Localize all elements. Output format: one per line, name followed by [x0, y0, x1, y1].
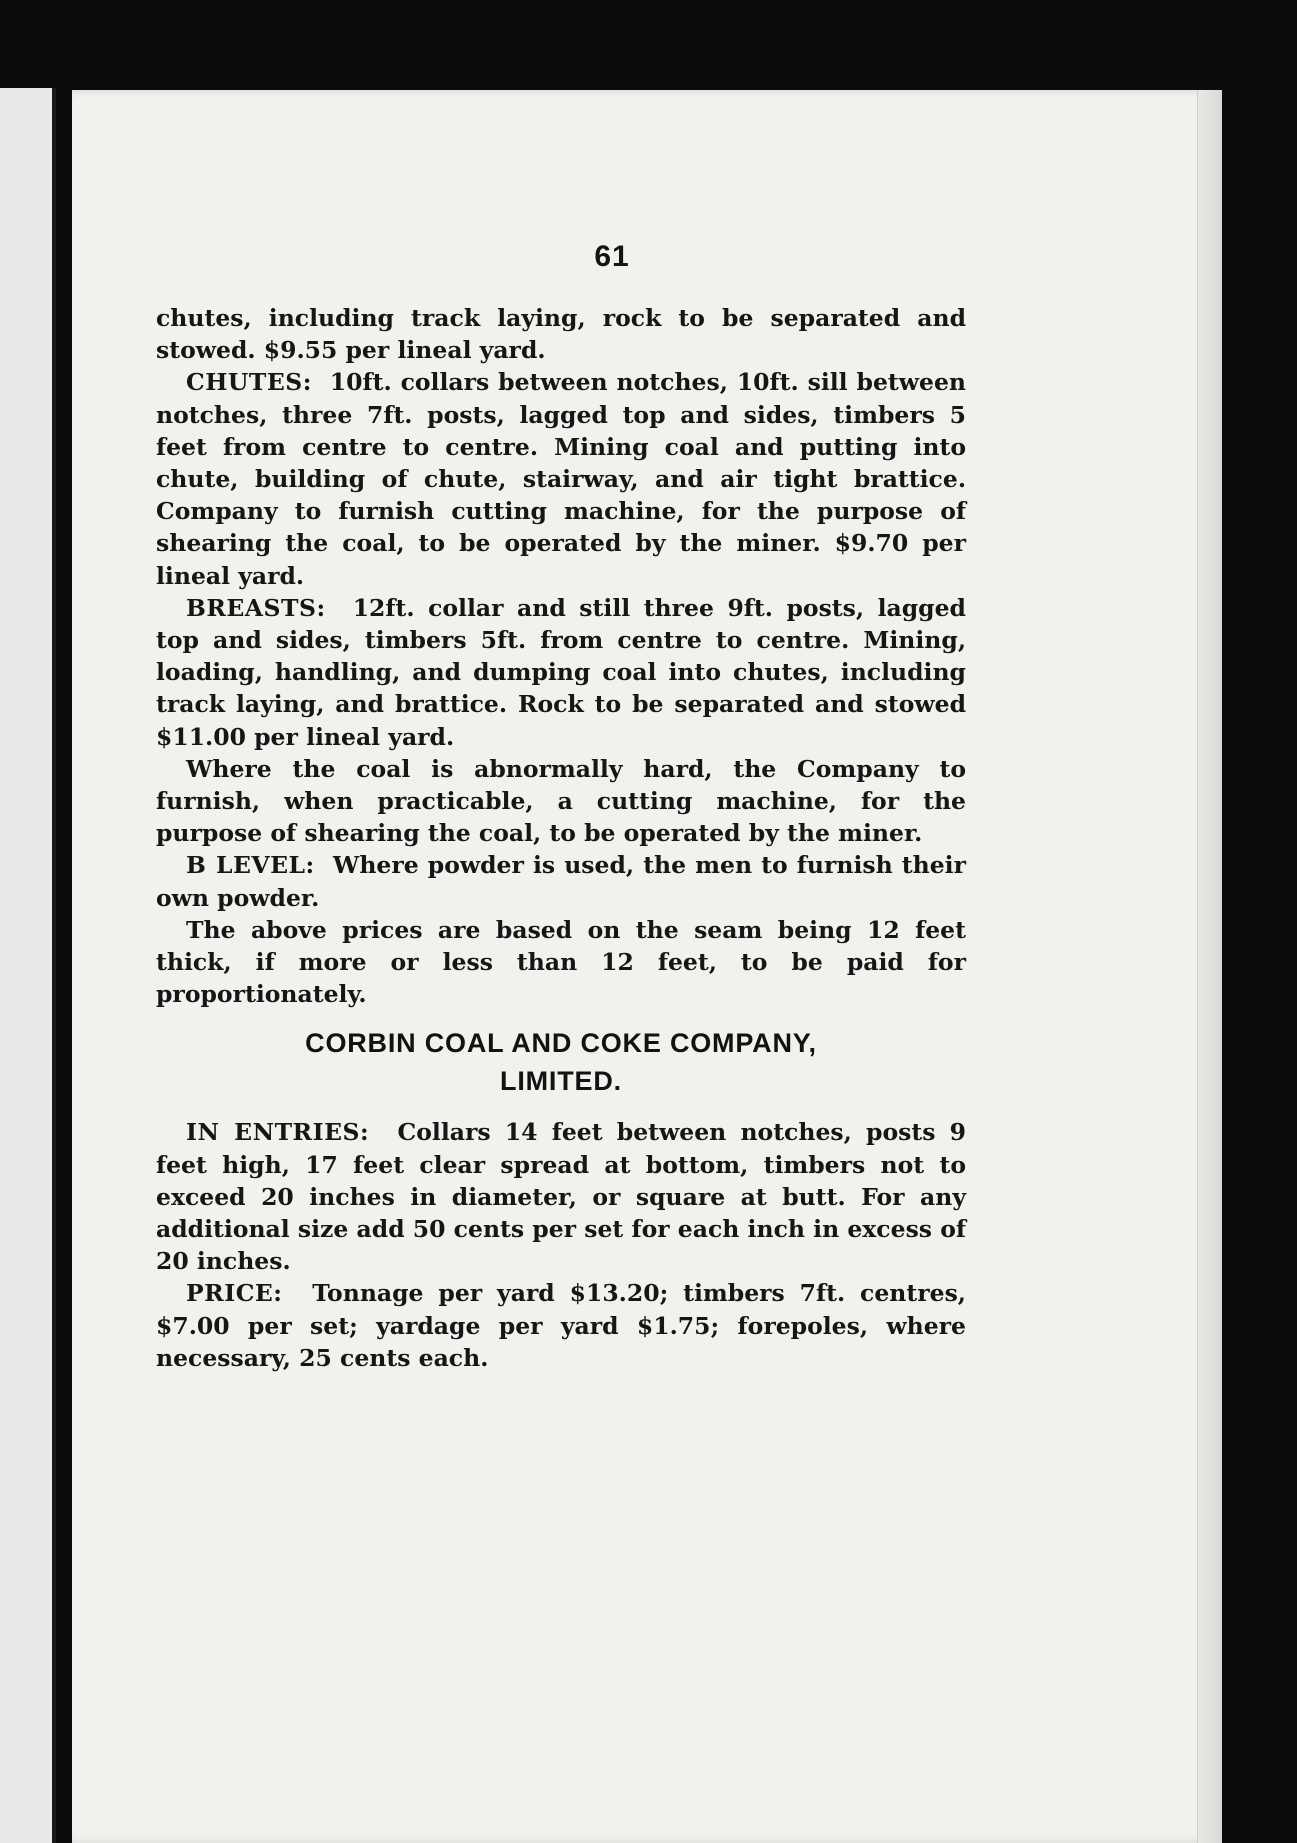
- paragraph-b-level: [156, 849, 966, 913]
- page-number: 61: [594, 240, 630, 273]
- lead-in-entries: IN ENTRIES:: [186, 1118, 370, 1147]
- paragraph-breasts: [156, 592, 966, 753]
- paragraph-in-entries-text: Collars 14 feet between notches, posts 9 feet high, 17 feet clear spread at bottom, timbers not to exceed 20 inches in diameter, or square at butt. For any additional size add 50 cents per set for each inch in excess of 20 inches.: [156, 1118, 966, 1276]
- section-heading: [156, 1024, 966, 1100]
- lead-b-level: B LEVEL:: [186, 851, 315, 880]
- section-heading-line1: CORBIN COAL AND COKE COMPANY,: [305, 1028, 817, 1059]
- lead-price: PRICE:: [186, 1279, 283, 1308]
- facing-page-edge: [0, 88, 56, 1843]
- paragraph-chutes-text: 10ft. collars between notches, 10ft. sill between notches, three 7ft. posts, lagged top and sides, timbers 5 feet from centre to centre. Mining coal and putting into chute, building of chute, stairway, and air tight brattice. Company to furnish cutting machine, for the purpose of shearing the coal, to be operated by the miner. $9.70 per lineal yard.: [156, 368, 966, 590]
- paragraph-prices-basis: The above prices are based on the seam being 12 feet thick, if more or less than 12 feet, to be paid for proportionately.: [156, 915, 966, 1009]
- paragraph-breasts-text: 12ft. collar and still three 9ft. posts, lagged top and sides, timbers 5ft. from centre to centre. Mining, loading, handling, and dumping coal into chutes, including track laying, and brattice. Rock to be separated and stowed $11.00 per lineal yard.: [156, 593, 966, 751]
- page-right-edge: [1197, 90, 1222, 1843]
- paragraph-price: [156, 1277, 966, 1374]
- lead-breasts: BREASTS:: [186, 593, 326, 622]
- paragraph-in-entries: [156, 1116, 966, 1277]
- page-body: [156, 302, 966, 1374]
- lead-chutes: CHUTES:: [186, 368, 312, 397]
- book-page: [72, 90, 1222, 1843]
- paragraph-b-level-text: Where powder is used, the men to furnish their own powder.: [156, 851, 966, 912]
- paragraph-hard-coal: Where the coal is abnormally hard, the Company to furnish, when practicable, a cutting machine, for the purpose of shearing the coal, to be operated by the miner.: [156, 754, 966, 848]
- paragraph-price-text: Tonnage per yard $13.20; timbers 7ft. centres, $7.00 per set; yardage per yard $1.75; forepoles, where necessary, 25 cents each.: [156, 1279, 966, 1372]
- paragraph-chutes-continued: chutes, including track laying, rock to be separated and stowed. $9.55 per lineal yard.: [156, 304, 966, 365]
- paragraph-chutes: [156, 366, 966, 591]
- section-heading-line2: LIMITED.: [500, 1066, 622, 1097]
